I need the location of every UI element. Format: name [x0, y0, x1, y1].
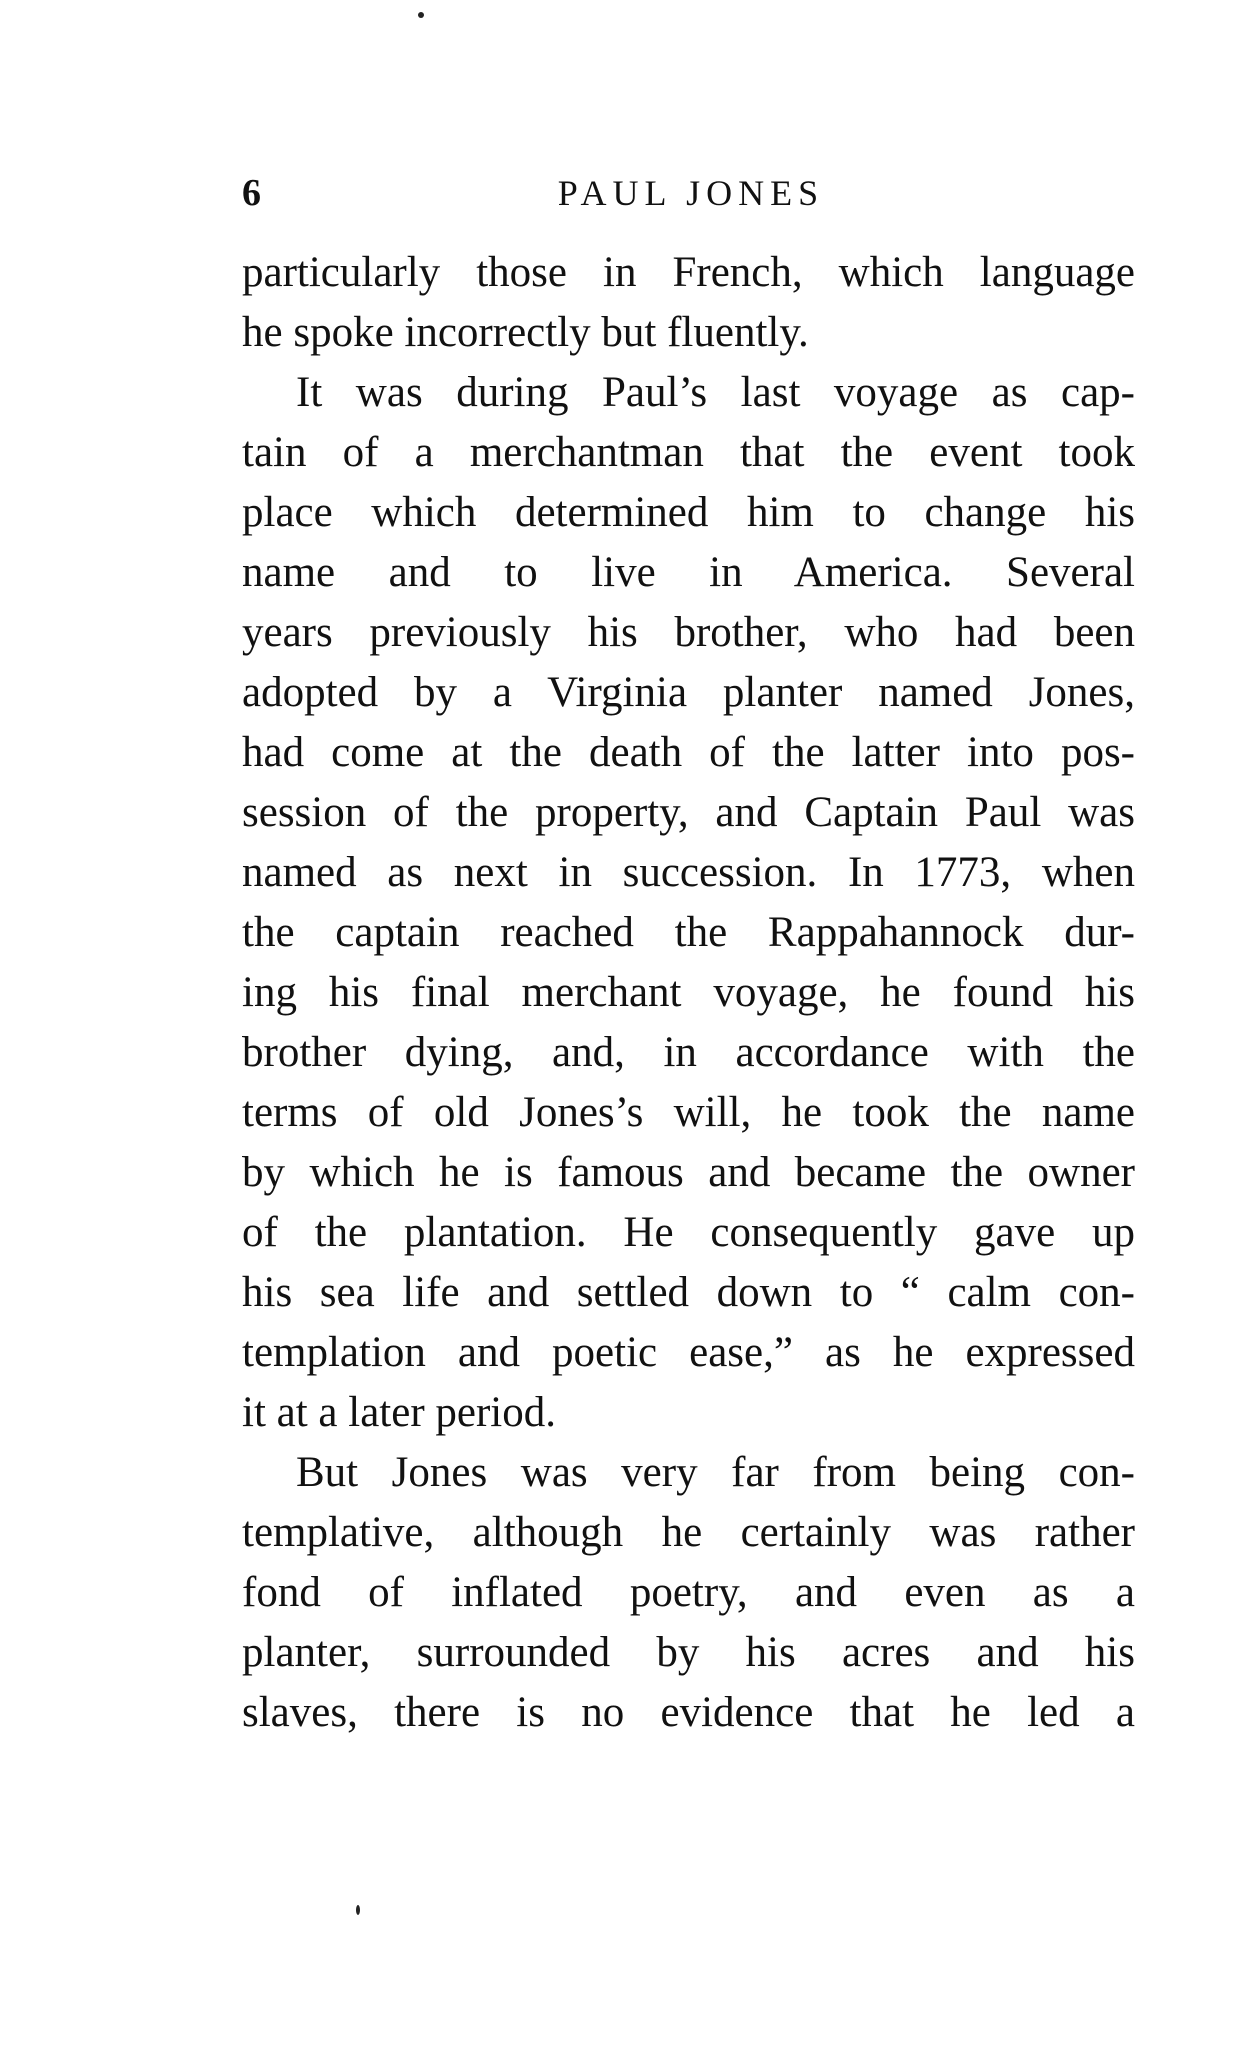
- text-line: terms of old Jones’s will, he took the name: [242, 1089, 1135, 1136]
- text-line: It was during Paul’s last voyage as cap-: [296, 369, 1135, 416]
- text-line: adopted by a Virginia planter named Jones,: [242, 669, 1135, 716]
- text-line: the captain reached the Rappahannock dur-: [242, 909, 1135, 956]
- text-line: planter, surrounded by his acres and his: [242, 1629, 1135, 1676]
- text-line: name and to live in America. Several: [242, 549, 1135, 596]
- text-line: templation and poetic ease,” as he expressed: [242, 1329, 1135, 1376]
- running-head: [242, 168, 1140, 218]
- text-line: named as next in succession. In 1773, when: [242, 849, 1135, 896]
- text-line: slaves, there is no evidence that he led a: [242, 1689, 1135, 1736]
- text-line: his sea life and settled down to “ calm con-: [242, 1269, 1135, 1316]
- page-number: 6: [242, 172, 261, 214]
- ink-speck: [418, 12, 424, 18]
- text-line: he spoke incorrectly but fluently.: [242, 309, 809, 356]
- text-line: place which determined him to change his: [242, 489, 1135, 536]
- text-line: particularly those in French, which language: [242, 249, 1135, 296]
- text-line: tain of a merchantman that the event took: [242, 429, 1135, 476]
- text-line: session of the property, and Captain Paul was: [242, 789, 1135, 836]
- text-line: by which he is famous and became the owner: [242, 1149, 1135, 1196]
- text-line: of the plantation. He consequently gave up: [242, 1209, 1135, 1256]
- ink-speck: [356, 1905, 360, 1915]
- body-text: [242, 243, 1135, 1743]
- text-line: fond of inflated poetry, and even as a: [242, 1569, 1135, 1616]
- text-line: ing his final merchant voyage, he found his: [242, 969, 1135, 1016]
- text-line: templative, although he certainly was rather: [242, 1509, 1135, 1556]
- text-line: But Jones was very far from being con-: [296, 1449, 1135, 1496]
- running-head-title: PAUL JONES: [557, 173, 825, 213]
- text-line: years previously his brother, who had been: [242, 609, 1135, 656]
- text-line: it at a later period.: [242, 1389, 556, 1436]
- text-line: brother dying, and, in accordance with the: [242, 1029, 1135, 1076]
- text-line: had come at the death of the latter into pos-: [242, 729, 1135, 776]
